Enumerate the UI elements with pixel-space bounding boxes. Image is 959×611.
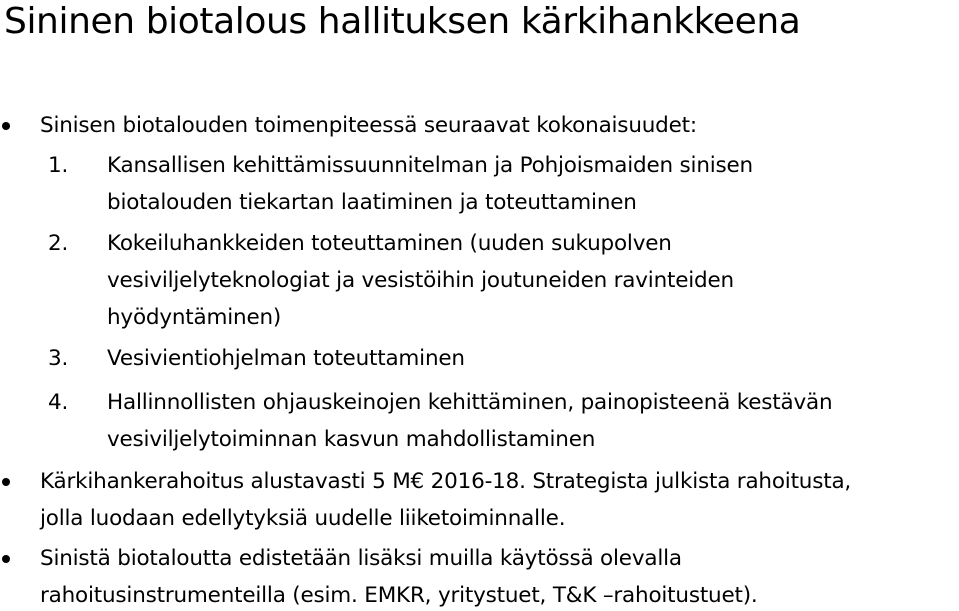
list-number: 4. <box>48 390 69 415</box>
list-item-text: Hallinnollisten ohjauskeinojen kehittäminen, painopisteenä kestävän <box>107 390 833 415</box>
list-item-text: vesiviljelytoiminnan kasvun mahdollistaminen <box>107 427 596 452</box>
bullet-dot <box>2 555 10 563</box>
bullet-dot <box>2 122 10 130</box>
bullet-dot <box>2 478 10 486</box>
bullet-text: Sinisen biotalouden toimenpiteessä seuraavat kokonaisuudet: <box>40 113 697 138</box>
list-number: 2. <box>48 231 69 256</box>
list-item-text: Kansallisen kehittämissuunnitelman ja Pohjoismaiden sinisen <box>107 153 753 178</box>
bullet-text: Sinistä biotaloutta edistetään lisäksi muilla käytössä olevalla <box>40 546 682 571</box>
list-item-text: Vesivientiohjelman toteuttaminen <box>107 346 465 371</box>
bullet-text: jolla luodaan edellytyksiä uudelle liiketoiminnalle. <box>40 506 566 531</box>
bullet-text: rahoitusinstrumenteilla (esim. EMKR, yritystuet, T&K –rahoitustuet). <box>40 583 758 608</box>
list-item-text: vesiviljelyteknologiat ja vesistöihin joutuneiden ravinteiden <box>107 268 734 293</box>
list-item-text: hyödyntäminen) <box>107 305 282 330</box>
slide-title: Sininen biotalous hallituksen kärkihankkeena <box>4 1 801 42</box>
list-item-text: Kokeiluhankkeiden toteuttaminen (uuden sukupolven <box>107 231 672 256</box>
list-number: 1. <box>48 153 69 178</box>
bullet-text: Kärkihankerahoitus alustavasti 5 M€ 2016-18. Strategista julkista rahoitusta, <box>40 469 852 494</box>
list-item-text: biotalouden tiekartan laatiminen ja toteuttaminen <box>107 190 637 215</box>
list-number: 3. <box>48 346 69 371</box>
